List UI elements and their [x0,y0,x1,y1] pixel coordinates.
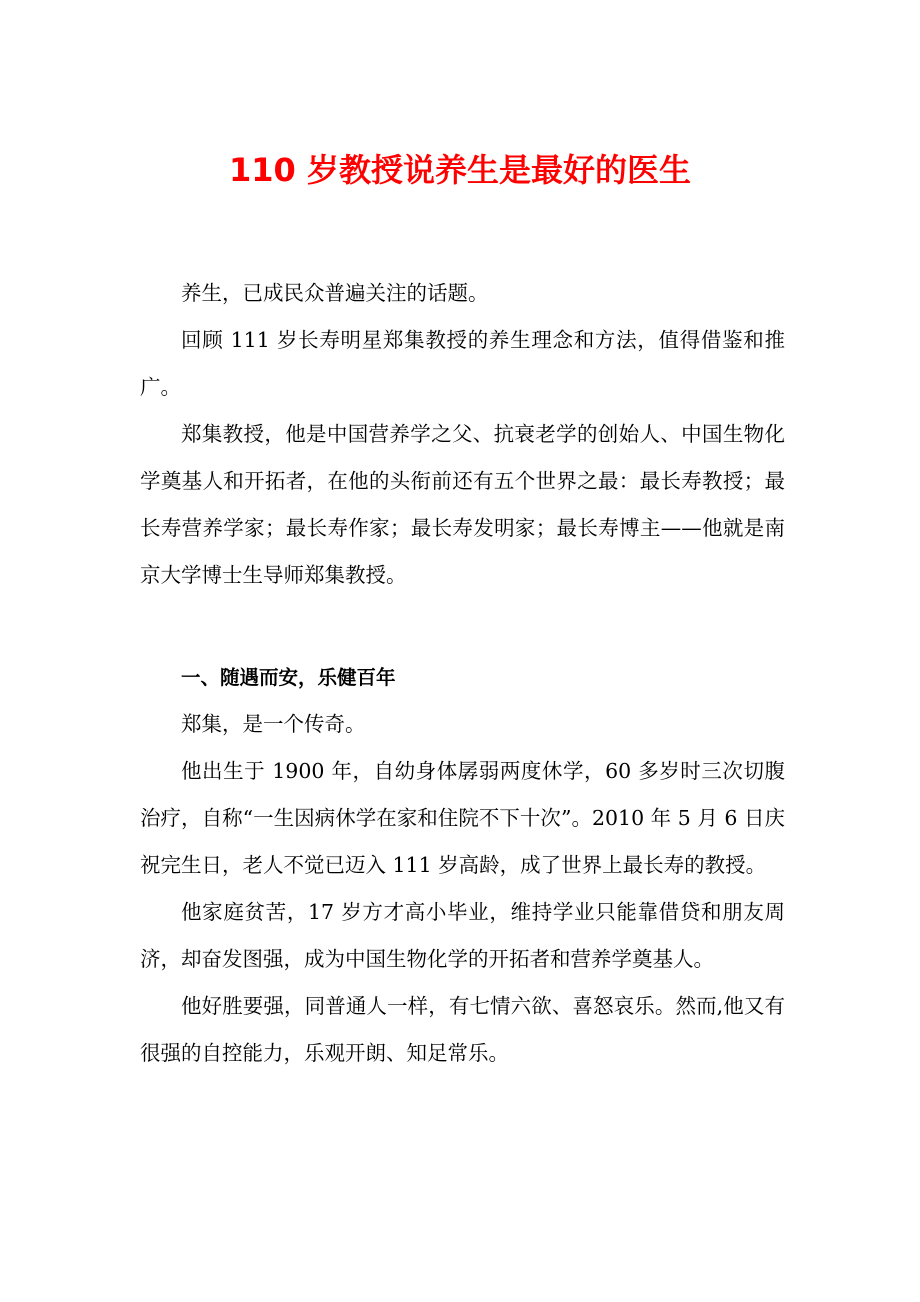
intro-paragraph: 郑集教授，他是中国营养学之父、抗衰老学的创始人、中国生物化学奠基人和开拓者，在他的头衔前还有五个世界之最：最长寿教授；最长寿营养学家；最长寿作家；最长寿发明家；最长寿博主——他就是南京大学博士生导师郑集教授。 [140,422,785,587]
section-paragraph: 郑集，是一个传奇。 [181,712,366,736]
section-1 [140,654,785,1077]
intro-paragraph: 养生，已成民众普遍关注的话题。 [181,281,489,305]
section-paragraph: 他好胜要强，同普通人一样，有七情六欲、喜怒哀乐。然而,他又有很强的自控能力，乐观开朗、知足常乐。 [140,994,785,1065]
section-heading: 一、随遇而安，乐健百年 [181,666,396,689]
document-title: 110 岁教授说养生是最好的医生 [229,151,691,189]
intro-section [140,270,785,599]
section-paragraph: 他出生于 1900 年，自幼身体孱弱两度休学，60 多岁时三次切腹治疗，自称“一生因病休学在家和住院不下十次”。2010 年 5 月 6 日庆祝完生日，老人不觉已迈入 111 岁高龄，成了世界上最长寿的教授。 [140,759,785,877]
intro-paragraph: 回顾 111 岁长寿明星郑集教授的养生理念和方法，值得借鉴和推广。 [140,328,785,399]
section-paragraph: 他家庭贫苦，17 岁方才高小毕业，维持学业只能靠借贷和朋友周济，却奋发图强，成为中国生物化学的开拓者和营养学奠基人。 [140,900,785,971]
